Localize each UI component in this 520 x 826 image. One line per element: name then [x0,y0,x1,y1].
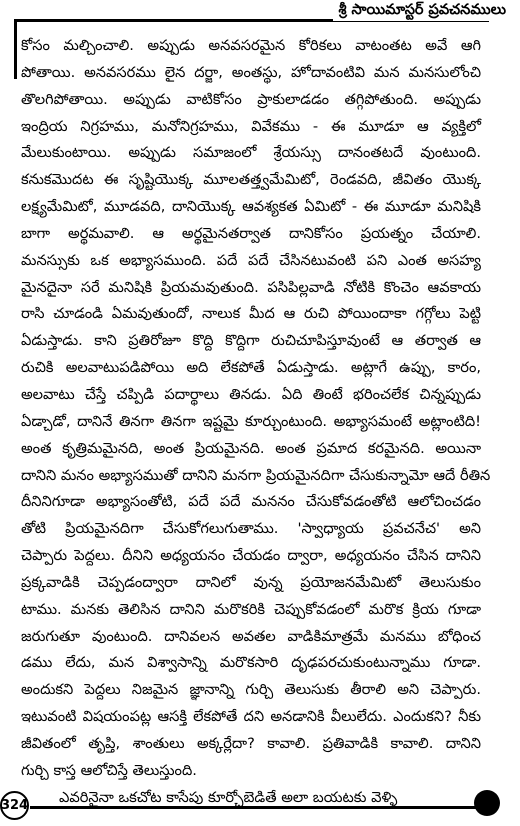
running-header-title: శ్రీ సాయిమాస్టర్ ప్రవచనములు [333,0,506,21]
body-text-line: జీవితంలో తృప్తి, శాంతులు అక్కర్లేదా? కావాలి. ప్రతివాడికి కావాలి. దానిని [21,734,481,752]
body-text-line: ఇటువంటి విషయంపట్ల ఆసక్తి లేకపోతే దని అనడానికి వీలులేదు. ఎందుకని? నీకు [21,708,481,726]
body-text-line: ఇంద్రియ నిగ్రహము, మనోనిగ్రహము, వివేకము - ఈ మూడూ ఆ వ్యక్తిలో [21,117,481,135]
body-text-line: తోటి ప్రియమైనదిగా చేసుకోగలుగుతాము. 'స్వాధ్యాయ ప్రవచనేచ' అని [21,520,481,538]
body-text-line: అందుకని పెద్దలు నిజమైన జ్ఞానాన్ని గుర్చి తెలుసుకు తీరాలి అని చెప్పారు. [21,681,481,699]
body-text-line: గుర్చి కాస్త ఆలోచిస్తే తెలుస్తుంది. [21,761,197,779]
body-text-line: టాము. మనకు తెలిసిన దానిని మరొకరికి చెప్పుకోవడంలో మరొక క్రియ గూడా [21,600,481,618]
body-text-line: ఎవరినైనా ఒకచోట కాసేపు కూర్చోబెడితే అలా బయటకు వెళ్ళి [59,788,398,806]
body-text-line: రుచికి అలవాటుపడిపోయి అది లేకపోతే ఏడుస్తాడు. అట్లాగే ఉప్పు, కారం, [21,359,481,377]
body-text-line: దానిని మనం అభ్యాసముతో దానిని మనగా ప్రియమైనదిగా చేసుకున్నామో ఆదే రీతిన [21,466,491,484]
body-text-line: చెప్పారు పెద్దలు. దీనిని అధ్యయనం చేయడం ద్వారా, అధ్యయనం చేసిన దానిని [21,547,481,565]
body-text-line: లక్ష్యమేమిటో, మూడవది, దానియొక్క ఆవశ్యకత ఏమిటో - ఈ మూడూ మనిషికి [21,198,481,216]
body-text-line: దీనినిగూడా అభ్యాసంతోటి, పదే పదే మననం చేసుకోవడంతోటి ఆలోచించడం [21,493,481,511]
body-text-line: మేలుకుంటాయి. అప్పుడు సమాజంలో శ్రేయస్సు దానంతటదే వుంటుంది. [21,144,481,162]
body-text-line: జరుగుతూ వుంటుంది. దానివలన అవతల వాడికిమాత్రమే మనము బోధించ [21,627,481,645]
body-text-line: అలవాటు చేస్తే చప్పిడి పదార్థాలు తినడు. ఏది తింటే భరించలేక చిన్నప్పుడు [21,385,481,403]
body-text-line: మైనదైనా సరే మనిషికి ప్రియమవుతుంది. పసిపిల్లవాడి నోటికి కొంచెం ఆవకాయ [21,278,481,296]
page-body-text [21,33,491,811]
body-text-line: రాసి చూడండి ఏమవుతుందో, నాలుక మీద ఆ రుచి పోయిందాకా గగ్గోలు పెట్టి [21,305,481,323]
body-text-line: ఏడుస్తాడు. కాని ప్రతిరోజూ కొద్ది కొద్దిగా రుచిచూపిస్తూవుంటే ఆ తర్వాత ఆ [21,332,481,350]
body-text-line: తొలగిపోతాయి. అప్పుడు వాటికోసం ప్రాకులాడడం తగ్గిపోతుంది. అప్పుడు [21,90,481,108]
body-text-line: డము లేదు, మన విశ్వాసాన్ని మరొకసారి దృఢపరచుకుంటున్నాము గూడా. [21,654,481,672]
body-text-line: బాగా అర్థమవాలి. ఆ అర్థమైనతర్వాత దానికోసం ప్రయత్నం చేయాలి. [21,224,481,242]
body-text-line: మనస్సుకు ఒక అభ్యాసముంది. పదే పదే చేసినటువంటి పని ఎంత అసహ్య [21,251,481,269]
body-text-line: కనుకమొదట ఈ సృష్టియొక్క మూలతత్త్వమేమిటో, రెండవది, జీవితం యొక్క [21,171,481,189]
page-number-badge: 324 [0,791,29,820]
body-text-line: ఏడ్చాడో, దానినే తినగా తినగా ఇష్టమై కూర్చుంటుంది. అభ్యాసమంటే అట్లాంటిది! [21,412,481,430]
page-frame-left-rule [14,19,17,79]
body-text-line: కోసం మల్చించాలి. అప్పుడు అనవసరమైన కోరికలు వాటంతట అవే ఆగి [21,37,481,54]
body-text-line: ప్రక్కవాడికి చెప్పడంద్వారా దానిలో వున్న ప్రయోజనమేమిటో తెలుసుకుం [21,573,481,591]
body-text-line: అంత కృత్రిమమైనది, అంత ప్రియమైనది. అంత ప్రమాద కరమైనది. అయినా [21,439,481,457]
body-text-line: పోతాయి. అనవసరము లైన దర్జా, అంతస్థు, హోదావంటివి మన మనసులోంచి [21,63,481,81]
